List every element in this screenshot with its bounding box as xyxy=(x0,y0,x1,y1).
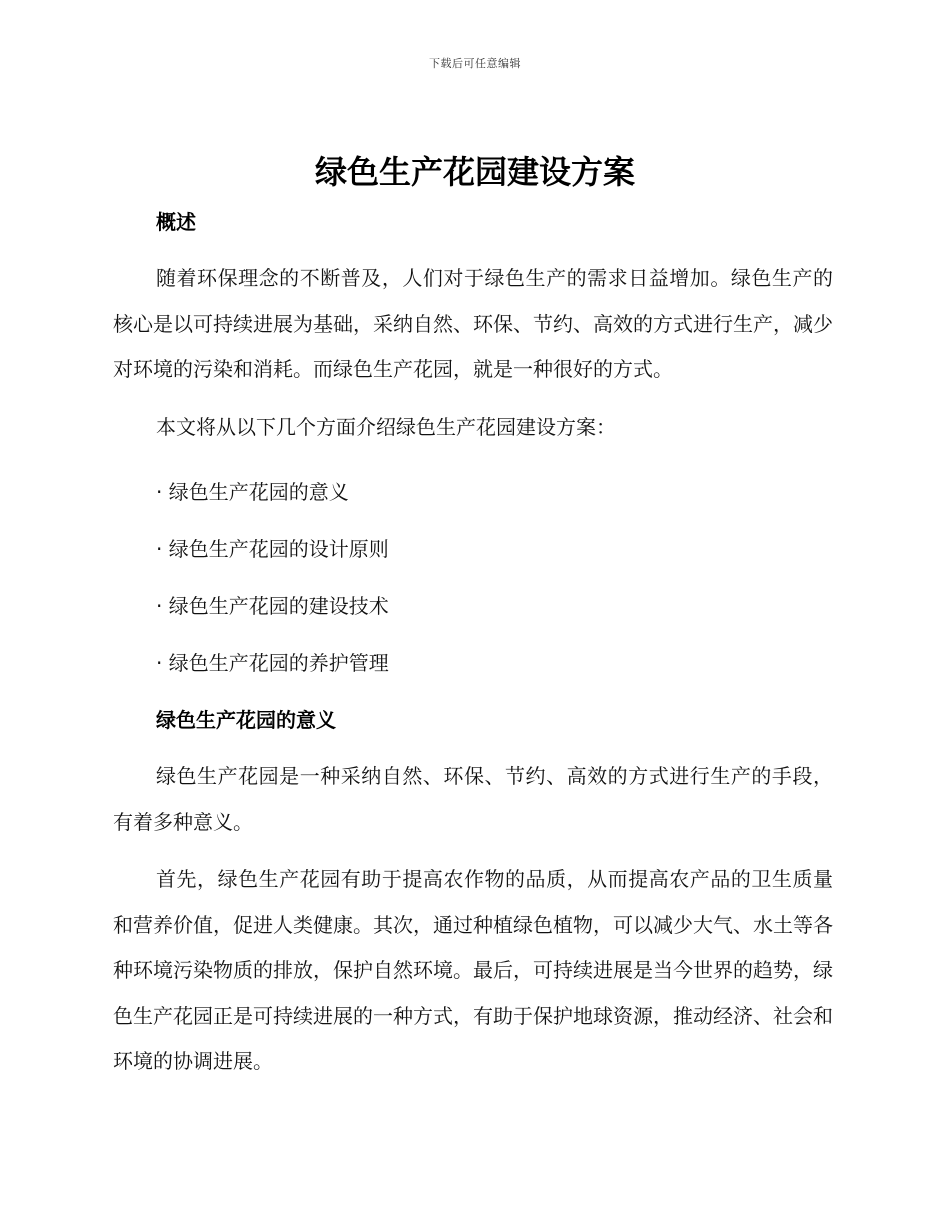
document-body xyxy=(113,200,833,1085)
header-note: 下载后可任意编辑 xyxy=(429,57,521,70)
list-item: · 绿色生产花园的建设技术 xyxy=(156,594,389,618)
paragraph: 首先，绿色生产花园有助于提高农作物的品质，从而提高农产品的卫生质量和营养价值，促进人类健康。其次，通过种植绿色植物，可以减少大气、水土等各种环境污染物质的排放，保护自然环境。最后，可持续进展是当今世界的趋势，绿色生产花园正是可持续进展的一种方式，有助于保护地球资源，推动经济、社会和环境的协调进展。 xyxy=(113,867,833,1073)
list-item: · 绿色生产花园的养护管理 xyxy=(156,651,389,675)
paragraph: 本文将从以下几个方面介绍绿色生产花园建设方案： xyxy=(156,414,616,439)
document-title: 绿色生产花园建设方案 xyxy=(314,153,635,191)
paragraph: 随着环保理念的不断普及，人们对于绿色生产的需求日益增加。绿色生产的核心是以可持续进展为基础，采纳自然、环保、节约、高效的方式进行生产，减少对环境的污染和消耗。而绿色生产花园，就是一种很好的方式。 xyxy=(113,266,833,381)
paragraph: 绿色生产花园是一种采纳自然、环保、节约、高效的方式进行生产的手段，有着多种意义。 xyxy=(113,764,833,834)
section-heading-overview: 概述 xyxy=(156,210,196,234)
section-heading-meaning: 绿色生产花园的意义 xyxy=(156,708,336,732)
list-item: · 绿色生产花园的意义 xyxy=(156,480,349,504)
list-item: · 绿色生产花园的设计原则 xyxy=(156,537,389,561)
